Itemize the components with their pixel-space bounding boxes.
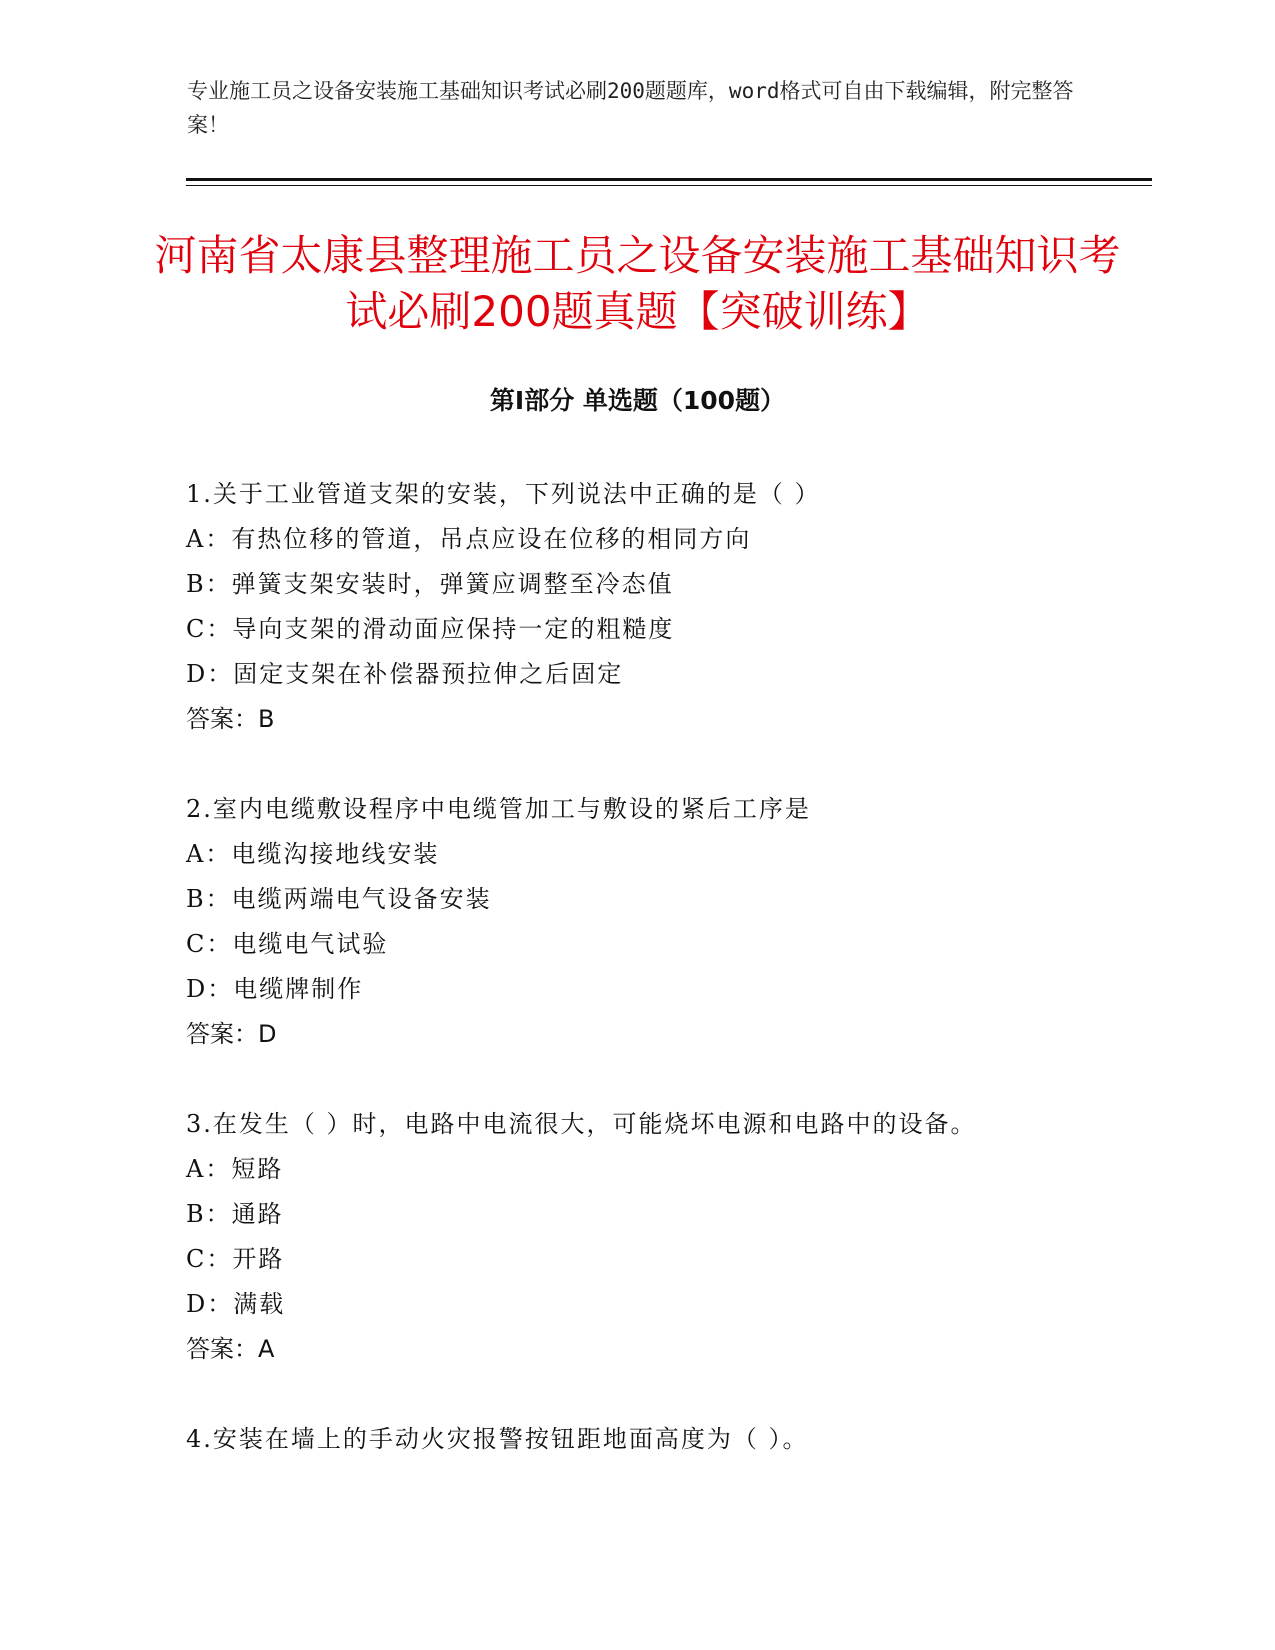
option-a: A：电缆沟接地线安装: [186, 840, 440, 868]
option-b: B：通路: [186, 1200, 284, 1228]
option-c: C：开路: [186, 1245, 285, 1273]
option-a: A：短路: [186, 1155, 284, 1183]
question-3: [186, 1102, 1146, 1372]
question-stem: 1.关于工业管道支架的安装，下列说法中正确的是（ ）: [186, 480, 821, 508]
answer: 答案：B: [186, 705, 275, 733]
option-d: D：固定支架在补偿器预拉伸之后固定: [186, 660, 624, 688]
question-2: [186, 787, 1146, 1057]
option-d: D：满载: [186, 1290, 286, 1318]
header-rule-thin: [186, 185, 1152, 186]
option-b: B：电缆两端电气设备安装: [186, 885, 492, 913]
question-stem: 3.在发生（ ）时，电路中电流很大，可能烧坏电源和电路中的设备。: [186, 1110, 977, 1138]
section-title: 第Ⅰ部分 单选题（100题）: [489, 386, 786, 415]
option-c: C：导向支架的滑动面应保持一定的粗糙度: [186, 615, 675, 643]
header-rule-thick: [186, 178, 1152, 181]
option-b: B：弹簧支架安装时，弹簧应调整至冷态值: [186, 570, 674, 598]
option-d: D：电缆牌制作: [186, 975, 364, 1003]
answer: 答案：A: [186, 1335, 275, 1363]
answer: 答案：D: [186, 1020, 277, 1048]
question-4: [186, 1417, 1146, 1462]
question-stem: 2.室内电缆敷设程序中电缆管加工与敷设的紧后工序是: [186, 795, 811, 823]
option-c: C：电缆电气试验: [186, 930, 389, 958]
header-note: 专业施工员之设备安装施工基础知识考试必刷200题题库，word格式可自由下载编辑，附完整答案！: [187, 79, 1074, 137]
question-list: [186, 472, 1146, 1507]
question-stem: 4.安装在墙上的手动火灾报警按钮距地面高度为（ ）。: [186, 1425, 809, 1453]
option-a: A：有热位移的管道，吊点应设在位移的相同方向: [186, 525, 752, 553]
question-1: [186, 472, 1146, 742]
document-title: 河南省太康县整理施工员之设备安装施工基础知识考试必刷200题真题【突破训练】: [154, 231, 1121, 336]
